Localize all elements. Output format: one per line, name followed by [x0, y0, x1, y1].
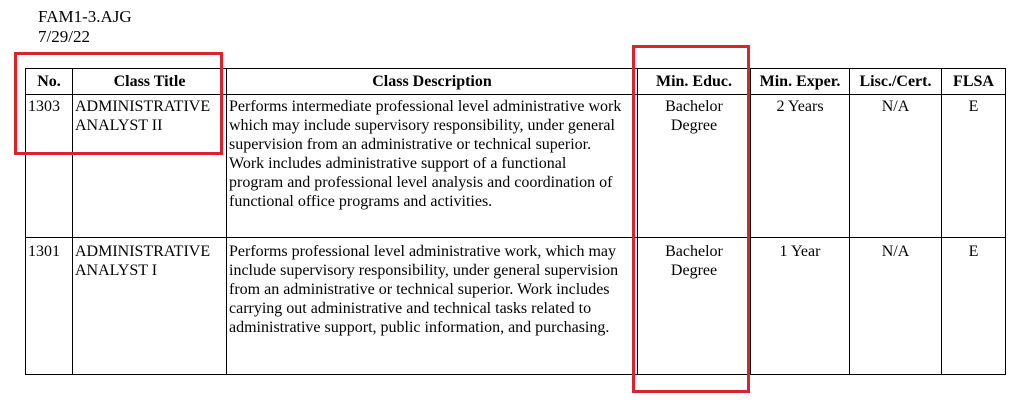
flsa-status: E — [942, 95, 1006, 238]
col-header-min-exper: Min. Exper. — [751, 69, 850, 95]
col-header-no: No. — [26, 69, 73, 95]
license-certification: N/A — [850, 238, 942, 375]
class-number: 1301 — [26, 238, 73, 375]
class-description: Performs professional level administrative work, which may include supervisory responsibility, under general supervision from an administrative or technical superior. Work includes carrying out administrative and technical tasks related to administrative support, public information, and purchasing. — [227, 238, 638, 375]
col-header-class-description: Class Description — [227, 69, 638, 95]
document-date: 7/29/22 — [38, 27, 90, 46]
class-title: ADMINISTRATIVE ANALYST I — [73, 238, 227, 375]
class-description: Performs intermediate professional level administrative work which may include supervisory responsibility, under general supervision from an administrative or technical superior. Work includes administrative support of a functional program and professional level analysis and coordination of functional office programs and activities. — [227, 95, 638, 238]
min-education: Bachelor Degree — [638, 238, 751, 375]
col-header-lisc-cert: Lisc./Cert. — [850, 69, 942, 95]
class-number: 1303 — [26, 95, 73, 238]
table-row — [26, 95, 1006, 238]
col-header-min-educ: Min. Educ. — [638, 69, 751, 95]
table-header-row — [26, 69, 1006, 95]
table-row — [26, 238, 1006, 375]
class-table — [25, 68, 1006, 375]
min-experience: 2 Years — [751, 95, 850, 238]
file-code: FAM1-3.AJG — [38, 7, 132, 26]
col-header-flsa: FLSA — [942, 69, 1006, 95]
document-header — [38, 7, 132, 47]
min-education: Bachelor Degree — [638, 95, 751, 238]
license-certification: N/A — [850, 95, 942, 238]
class-title: ADMINISTRATIVE ANALYST II — [73, 95, 227, 238]
flsa-status: E — [942, 238, 1006, 375]
min-experience: 1 Year — [751, 238, 850, 375]
col-header-class-title: Class Title — [73, 69, 227, 95]
